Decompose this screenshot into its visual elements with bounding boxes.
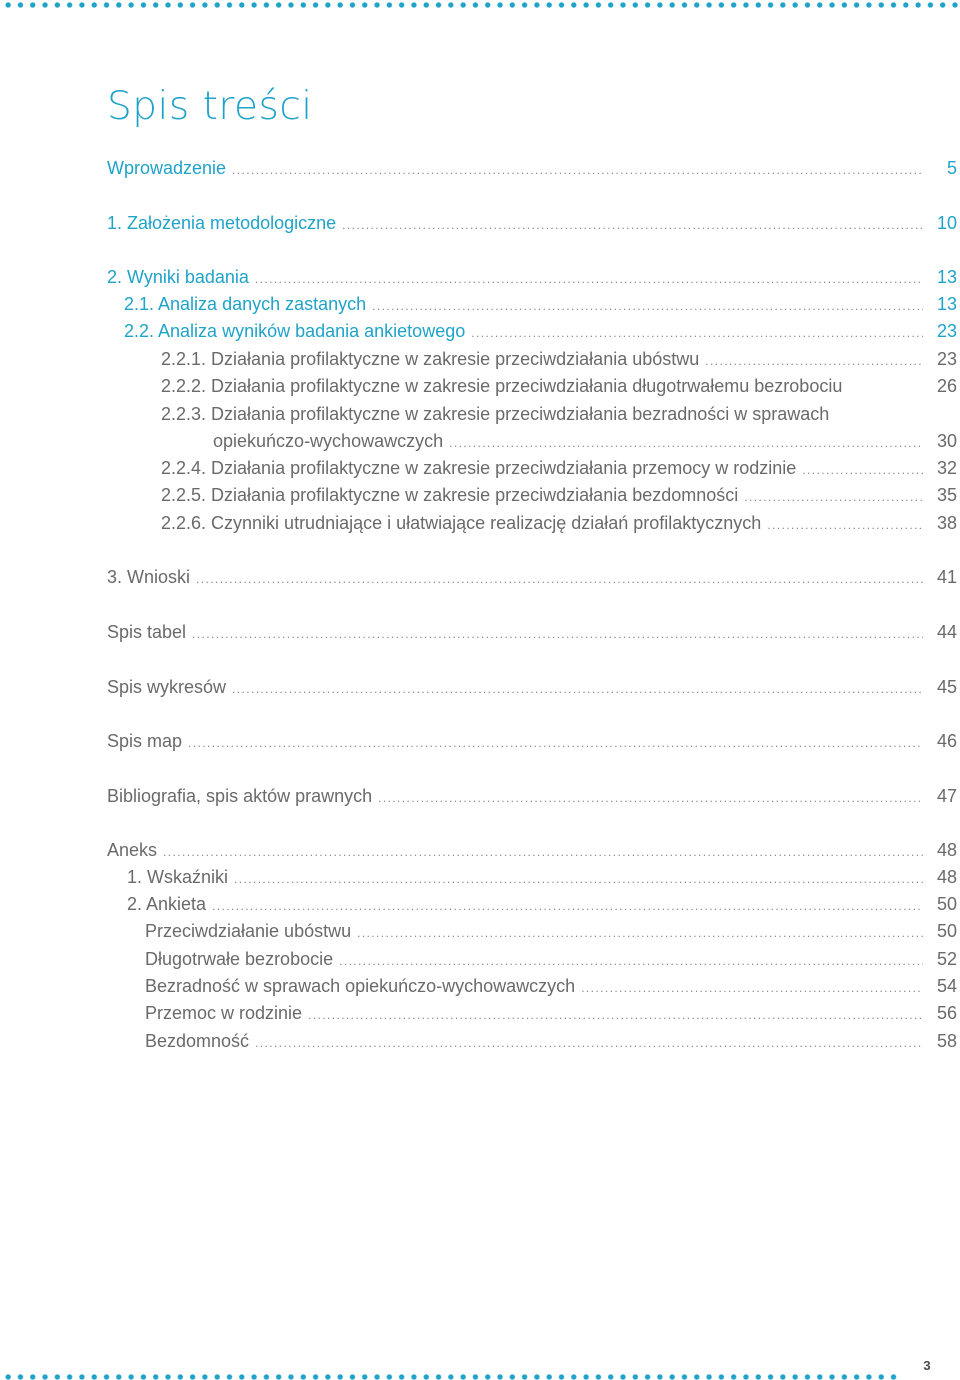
toc-entry-2-2-5[interactable]: [161, 484, 957, 508]
toc-entry-label: 2. Ankieta: [127, 894, 207, 914]
toc-entry-2-2-6[interactable]: [161, 512, 957, 536]
toc-entry-page: 30: [936, 431, 957, 451]
toc-entry-wprowadzenie[interactable]: [107, 157, 957, 181]
toc-entry-2-2[interactable]: [124, 320, 957, 344]
toc-entry-page: 54: [936, 976, 957, 996]
toc-entry-label: 2.2. Analiza wyników badania ankietowego: [124, 321, 466, 341]
toc-entry-page: 58: [936, 1031, 957, 1051]
toc-leader-dots: [163, 841, 923, 863]
toc-entry-page: 56: [936, 1003, 957, 1023]
toc-entry-2-2-2[interactable]: [161, 375, 957, 399]
page-number: 3: [923, 1358, 931, 1373]
toc-entry-label: 2.2.6. Czynniki utrudniające i ułatwiające realizację działań profilaktycznych: [161, 513, 762, 533]
toc-entry-page: 23: [936, 349, 957, 369]
toc-entry-wnioski[interactable]: [107, 566, 957, 590]
toc-entry-label: Długotrwałe bezrobocie: [145, 949, 334, 969]
toc-leader-dots: [802, 459, 923, 481]
toc-entry-ankieta-bezdomnosc[interactable]: [145, 1030, 957, 1054]
toc-entry-label: Przeciwdziałanie ubóstwu: [145, 921, 352, 941]
toc-entry-page: 48: [936, 840, 957, 860]
top-dotted-border: [0, 0, 960, 10]
toc-entry-ankieta-bezradnosc[interactable]: [145, 975, 957, 999]
toc-leader-dots: [196, 568, 923, 590]
toc-leader-dots: [232, 159, 923, 181]
toc-entry-label: Spis map: [107, 731, 183, 751]
toc-entry-page: 35: [936, 485, 957, 505]
toc-leader-dots: [255, 268, 923, 290]
toc-entry-label: 2.2.1. Działania profilaktyczne w zakresie przeciwdziałania ubóstwu: [161, 349, 700, 369]
toc-entry-label: Bezdomność: [145, 1031, 250, 1051]
toc-entry-label: Spis wykresów: [107, 677, 227, 697]
toc-leader-dots: [705, 350, 923, 372]
toc-leader-dots: [372, 295, 923, 317]
toc-leader-dots: [188, 732, 923, 754]
toc-entry-page: 10: [936, 213, 957, 233]
toc-entry-label: 2.2.2. Działania profilaktyczne w zakresie przeciwdziałania długotrwałemu bezrobociu: [161, 376, 843, 396]
toc-leader-dots: [581, 977, 923, 999]
toc-leader-dots: [192, 623, 923, 645]
toc-entry-ankieta-ubostwo[interactable]: [145, 920, 957, 944]
toc-entry-label: 2. Wyniki badania: [107, 267, 249, 287]
toc-leader-dots: [308, 1004, 923, 1026]
toc-entry-label: 1. Założenia metodologiczne: [107, 213, 337, 233]
toc-entry-page: 52: [936, 949, 957, 969]
toc-entry-label: opiekuńczo-wychowawczych: [213, 431, 444, 451]
toc-leader-dots: [449, 432, 923, 454]
toc-entry-label: 2.2.4. Działania profilaktyczne w zakresie przeciwdziałania przemocy w rodzinie: [161, 458, 797, 478]
toc-entry-label: 2.1. Analiza danych zastanych: [124, 294, 367, 314]
toc-leader-dots: [339, 950, 923, 972]
toc-entry-spis-map[interactable]: [107, 730, 957, 754]
toc-entry-wskazniki[interactable]: [127, 866, 957, 890]
toc-entry-spis-wykresow[interactable]: [107, 676, 957, 700]
toc-entry-label: Spis tabel: [107, 622, 187, 642]
toc-leader-dots: [744, 486, 923, 508]
toc-entry-page: 46: [936, 731, 957, 751]
toc-entry-page: 47: [936, 786, 957, 806]
toc-entry-page: 26: [936, 376, 957, 396]
toc-entry-page: 50: [936, 921, 957, 941]
toc-entry-label: 2.2.5. Działania profilaktyczne w zakresie przeciwdziałania bezdomności: [161, 485, 739, 505]
toc-leader-dots: [471, 322, 923, 344]
toc-entry-label: Wprowadzenie: [107, 158, 227, 178]
toc-entry-page: 50: [936, 894, 957, 914]
toc-entry-ankieta-przemoc[interactable]: [145, 1002, 957, 1026]
toc-entry-zalozenia[interactable]: [107, 212, 957, 236]
toc-leader-dots: [255, 1032, 923, 1054]
toc-entry-label: Bibliografia, spis aktów prawnych: [107, 786, 373, 806]
toc-entry-label: 3. Wnioski: [107, 567, 191, 587]
toc-entry-page: 38: [936, 513, 957, 533]
toc-leader-dots: [234, 868, 923, 890]
toc-entry-2-2-1[interactable]: [161, 348, 957, 372]
toc-entry-ankieta-bezrobocie[interactable]: [145, 948, 957, 972]
toc-leader-dots: [232, 678, 923, 700]
toc-entry-page: 23: [936, 321, 957, 341]
toc-entry-wyniki-badania[interactable]: [107, 266, 957, 290]
toc-entry-label: Przemoc w rodzinie: [145, 1003, 303, 1023]
toc-leader-dots: [212, 895, 923, 917]
bottom-dotted-border: [0, 1372, 900, 1380]
toc-entry-spis-tabel[interactable]: [107, 621, 957, 645]
toc-entry-page: 45: [936, 677, 957, 697]
toc-entry-2-2-3-first-line[interactable]: 2.2.3. Działania profilaktyczne w zakresie przeciwdziałania bezradności w sprawach: [161, 404, 830, 424]
toc-entry-page: 5: [946, 158, 957, 178]
toc-entry-page: 44: [936, 622, 957, 642]
toc-entry-2-2-3[interactable]: [213, 430, 957, 454]
toc-leader-dots: [357, 922, 923, 944]
toc-leader-dots: [342, 214, 923, 236]
page-title: Spis treści: [107, 84, 313, 129]
toc-leader-dots: [378, 787, 923, 809]
toc-entry-label: Aneks: [107, 840, 158, 860]
toc-entry-page: 41: [936, 567, 957, 587]
toc-entry-bibliografia[interactable]: [107, 785, 957, 809]
toc-entry-label: 1. Wskaźniki: [127, 867, 229, 887]
toc-leader-dots: [767, 514, 923, 536]
toc-entry-aneks[interactable]: [107, 839, 957, 863]
toc-entry-page: 48: [936, 867, 957, 887]
toc-entry-label: Bezradność w sprawach opiekuńczo-wychowawczych: [145, 976, 576, 996]
toc-entry-page: 32: [936, 458, 957, 478]
toc-entry-2-2-4[interactable]: [161, 457, 957, 481]
toc-entry-page: 13: [936, 294, 957, 314]
toc-entry-2-1[interactable]: [124, 293, 957, 317]
toc-entry-page: 13: [936, 267, 957, 287]
toc-entry-ankieta[interactable]: [127, 893, 957, 917]
